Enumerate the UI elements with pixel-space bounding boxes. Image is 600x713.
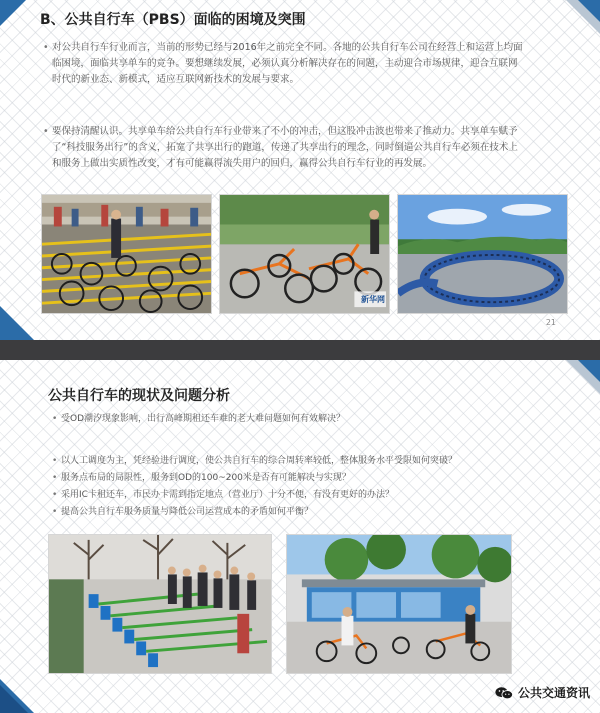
page-number: 21 bbox=[545, 318, 556, 327]
watermark-text: 公共交通资讯 bbox=[517, 686, 590, 700]
wechat-icon bbox=[495, 686, 513, 700]
slide-title: 公共自行车的现状及问题分析 bbox=[48, 388, 230, 404]
corner-decoration bbox=[0, 0, 26, 26]
photo-bike-queue bbox=[48, 534, 272, 674]
paragraph-line: 和服务上做出实质性改变，才有可能赢得流失用户的回归，赢得公共自行车行业的再发展。 bbox=[52, 158, 433, 169]
corner-decoration bbox=[578, 0, 600, 22]
paragraph-line: 时代的新业态、新模式，适应互联网新技术的发展与要求。 bbox=[52, 74, 300, 85]
corner-decoration bbox=[578, 360, 600, 382]
wechat-watermark bbox=[495, 684, 590, 701]
photo-caption: 新华网 bbox=[361, 295, 385, 304]
slide-title: B、公共自行车（PBS）面临的困境及突围 bbox=[40, 12, 306, 28]
bullet-item: • 以人工调度为主，凭经验进行调度，使公共自行车的综合周转率较低，整体服务水平受限如何突破？ bbox=[61, 453, 457, 469]
paragraph-line: 临困境，面临共享单车的竞争。要想继续发展，必须认真分析解决存在的问题，主动迎合市场规律，迎合互联网 bbox=[52, 58, 518, 69]
bullet-item: • 提高公共自行车服务质量与降低公司运营成本的矛盾如何平衡？ bbox=[61, 504, 313, 520]
paragraph-line: • 要保持清醒认识。共享单车给公共自行车行业带来了不小的冲击，但这股冲击波也带来了推动力。共享单车赋予 bbox=[52, 126, 518, 137]
slide-status-analysis bbox=[0, 360, 600, 713]
bullet-item: • 服务点布局的局限性，服务到OD的100~200米是否有可能解决与实现？ bbox=[61, 470, 351, 486]
photo-orange-bikes bbox=[219, 194, 390, 314]
photo-yellow-bikes bbox=[41, 194, 212, 314]
paragraph-line: • 对公共自行车行业而言，当前的形势已经与2016年之前完全不同。各地的公共自行车公司在经营上和运营上均面 bbox=[52, 42, 523, 53]
photo-bike-station bbox=[286, 534, 512, 674]
bullet-item: • 采用IC卡租还车，市民办卡需到指定地点（营业厅）十分不便，有没有更好的办法？ bbox=[61, 487, 394, 503]
photo-blue-bike-circle bbox=[397, 194, 568, 314]
paragraph-awareness bbox=[52, 124, 552, 172]
bullet-od-tide: • 受OD潮汐现象影响，出行高峰期租还车难的老大难问题如何有效解决？ bbox=[61, 411, 345, 427]
corner-decoration bbox=[0, 306, 34, 340]
paragraph-situation bbox=[52, 40, 552, 88]
corner-decoration bbox=[0, 685, 28, 713]
slide-pbs-challenges bbox=[0, 0, 600, 340]
paragraph-line: 了“科技服务出行”的含义，拓宽了共享出行的跑道，传递了共享出行的理念，同时倒逼公共自行车必须在技术上 bbox=[52, 142, 518, 153]
